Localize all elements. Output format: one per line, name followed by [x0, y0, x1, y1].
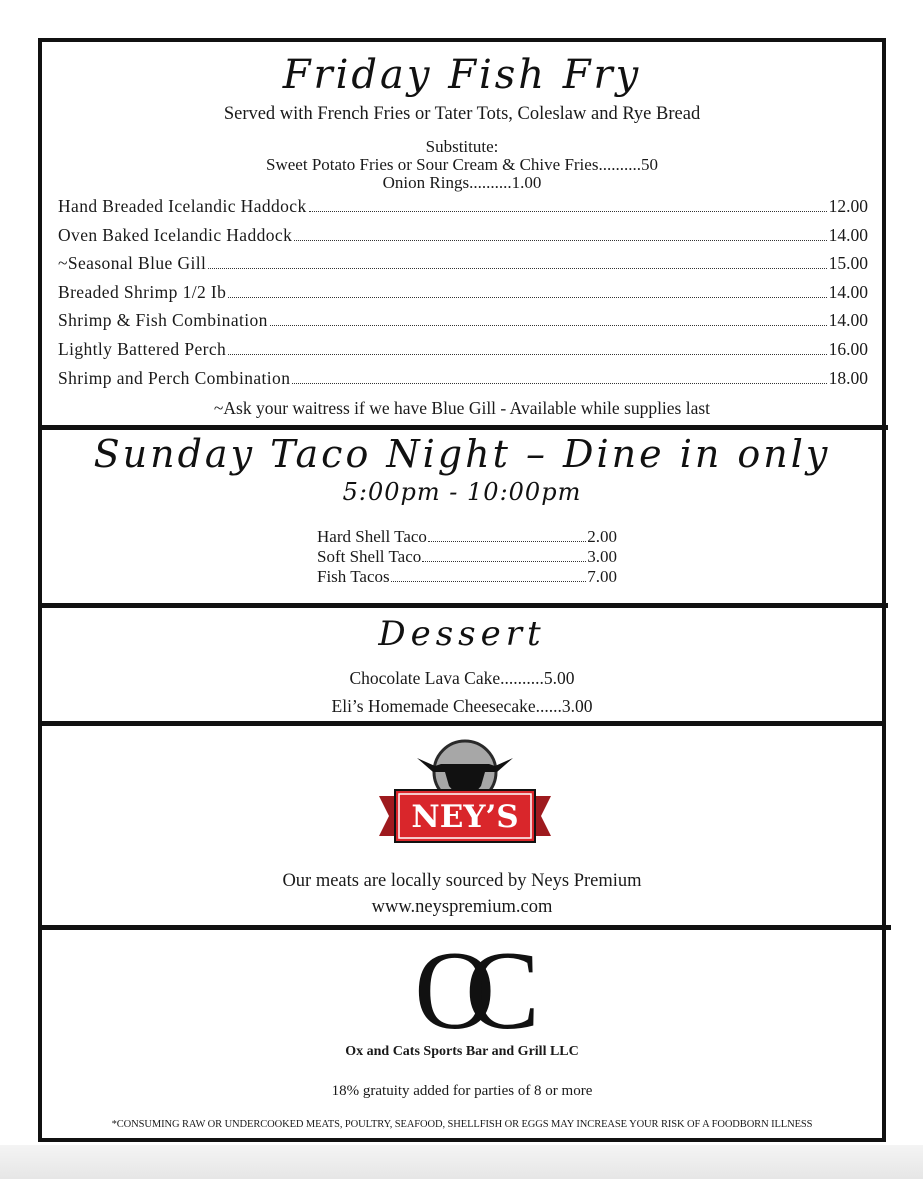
substitute-line-fries: Sweet Potato Fries or Sour Cream & Chive Fries..........50: [266, 155, 658, 174]
menu-item-price: 12.00: [828, 196, 868, 216]
menu-item-name: Hand Breaded Icelandic Haddock: [58, 196, 307, 216]
fish-fry-section: [42, 42, 882, 426]
menu-item-name: Shrimp and Perch Combination: [58, 367, 291, 388]
neys-logo: [377, 738, 553, 864]
menu-item: [58, 196, 868, 225]
dot-leader: [428, 541, 586, 542]
menu-item: [317, 567, 617, 587]
menu-item: [58, 310, 868, 339]
neys-logo-text: NEY’S: [411, 799, 519, 835]
dot-leader: [309, 211, 827, 212]
dessert-item: Eli’s Homemade Cheesecake......3.00: [331, 696, 593, 716]
menu-item-name: ~Seasonal Blue Gill: [58, 253, 207, 274]
neys-sourcing-line: Our meats are locally sourced by Neys Premium: [282, 871, 642, 891]
menu-item-price: 15.00: [828, 253, 868, 274]
menu-item-price: 7.00: [587, 567, 617, 586]
oc-logo-text: OC: [414, 944, 510, 1034]
page-background-strip: [0, 1145, 923, 1179]
fish-fry-subtitle: Served with French Fries or Tater Tots, Coleslaw and Rye Bread: [223, 104, 701, 124]
menu-item-name: Soft Shell Taco: [317, 547, 422, 566]
menu-item: [58, 339, 868, 368]
dessert-item-list: [42, 668, 882, 724]
dot-leader: [228, 354, 826, 355]
menu-item-price: 16.00: [828, 338, 868, 359]
substitute-line-rings: Onion Rings..........1.00: [382, 173, 542, 192]
menu-page: [38, 38, 886, 1142]
dot-leader: [422, 561, 586, 562]
neys-caption: [42, 868, 882, 920]
menu-item: [317, 527, 617, 547]
menu-item: [58, 368, 868, 397]
menu-item-name: Hard Shell Taco: [317, 527, 427, 546]
gratuity-note: 18% gratuity added for parties of 8 or more: [331, 1083, 593, 1099]
oc-logo: [388, 944, 536, 1034]
menu-item-price: 3.00: [587, 547, 617, 566]
menu-item-name: Lightly Battered Perch: [58, 338, 227, 359]
blue-gill-note: ~Ask your waitress if we have Blue Gill - Available while supplies last: [213, 398, 711, 418]
menu-item: [58, 282, 868, 311]
menu-item: [58, 253, 868, 282]
dot-leader: [292, 383, 826, 384]
menu-item: [317, 547, 617, 567]
menu-item-name: Shrimp & Fish Combination: [58, 310, 268, 331]
taco-night-title: Sunday Taco Night – Dine in only: [93, 432, 831, 476]
dessert-section: [42, 608, 882, 722]
menu-item-price: 14.00: [828, 281, 868, 302]
menu-item-name: Oven Baked Icelandic Haddock: [58, 224, 293, 245]
fish-fry-item-list: [58, 196, 868, 396]
dessert-item: Chocolate Lava Cake..........5.00: [349, 668, 575, 688]
taco-night-hours: 5:00pm - 10:00pm: [342, 478, 582, 506]
dessert-title: Dessert: [378, 614, 546, 654]
menu-item-name: Fish Tacos: [317, 567, 390, 586]
food-safety-warning: *CONSUMING RAW OR UNDERCOOKED MEATS, POULTRY, SEAFOOD, SHELLFISH OR EGGS MAY INCREASE YOUR RISK OF A FOODBORN ILLNESS: [111, 1119, 813, 1130]
dot-leader: [228, 297, 826, 298]
menu-item-price: 14.00: [828, 224, 868, 245]
substitute-block: [42, 138, 882, 192]
menu-item-name: Breaded Shrimp 1/2 Ib: [58, 281, 227, 302]
menu-item-price: 14.00: [828, 310, 868, 331]
dot-leader: [208, 268, 826, 269]
taco-night-section: [42, 430, 882, 604]
dot-leader: [391, 581, 587, 582]
neys-website-link[interactable]: www.neyspremium.com: [371, 897, 553, 917]
business-name: Ox and Cats Sports Bar and Grill LLC: [345, 1044, 579, 1059]
dot-leader: [294, 240, 826, 241]
fish-fry-title: Friday Fish Fry: [282, 52, 642, 98]
neys-section: [42, 726, 882, 924]
menu-item: [58, 225, 868, 254]
taco-item-list: [317, 527, 617, 587]
substitute-heading: Substitute:: [425, 137, 499, 156]
menu-item-price: 18.00: [828, 367, 868, 388]
menu-item-price: 2.00: [587, 527, 617, 546]
ox-cats-section: [42, 930, 882, 1138]
dot-leader: [270, 325, 827, 326]
